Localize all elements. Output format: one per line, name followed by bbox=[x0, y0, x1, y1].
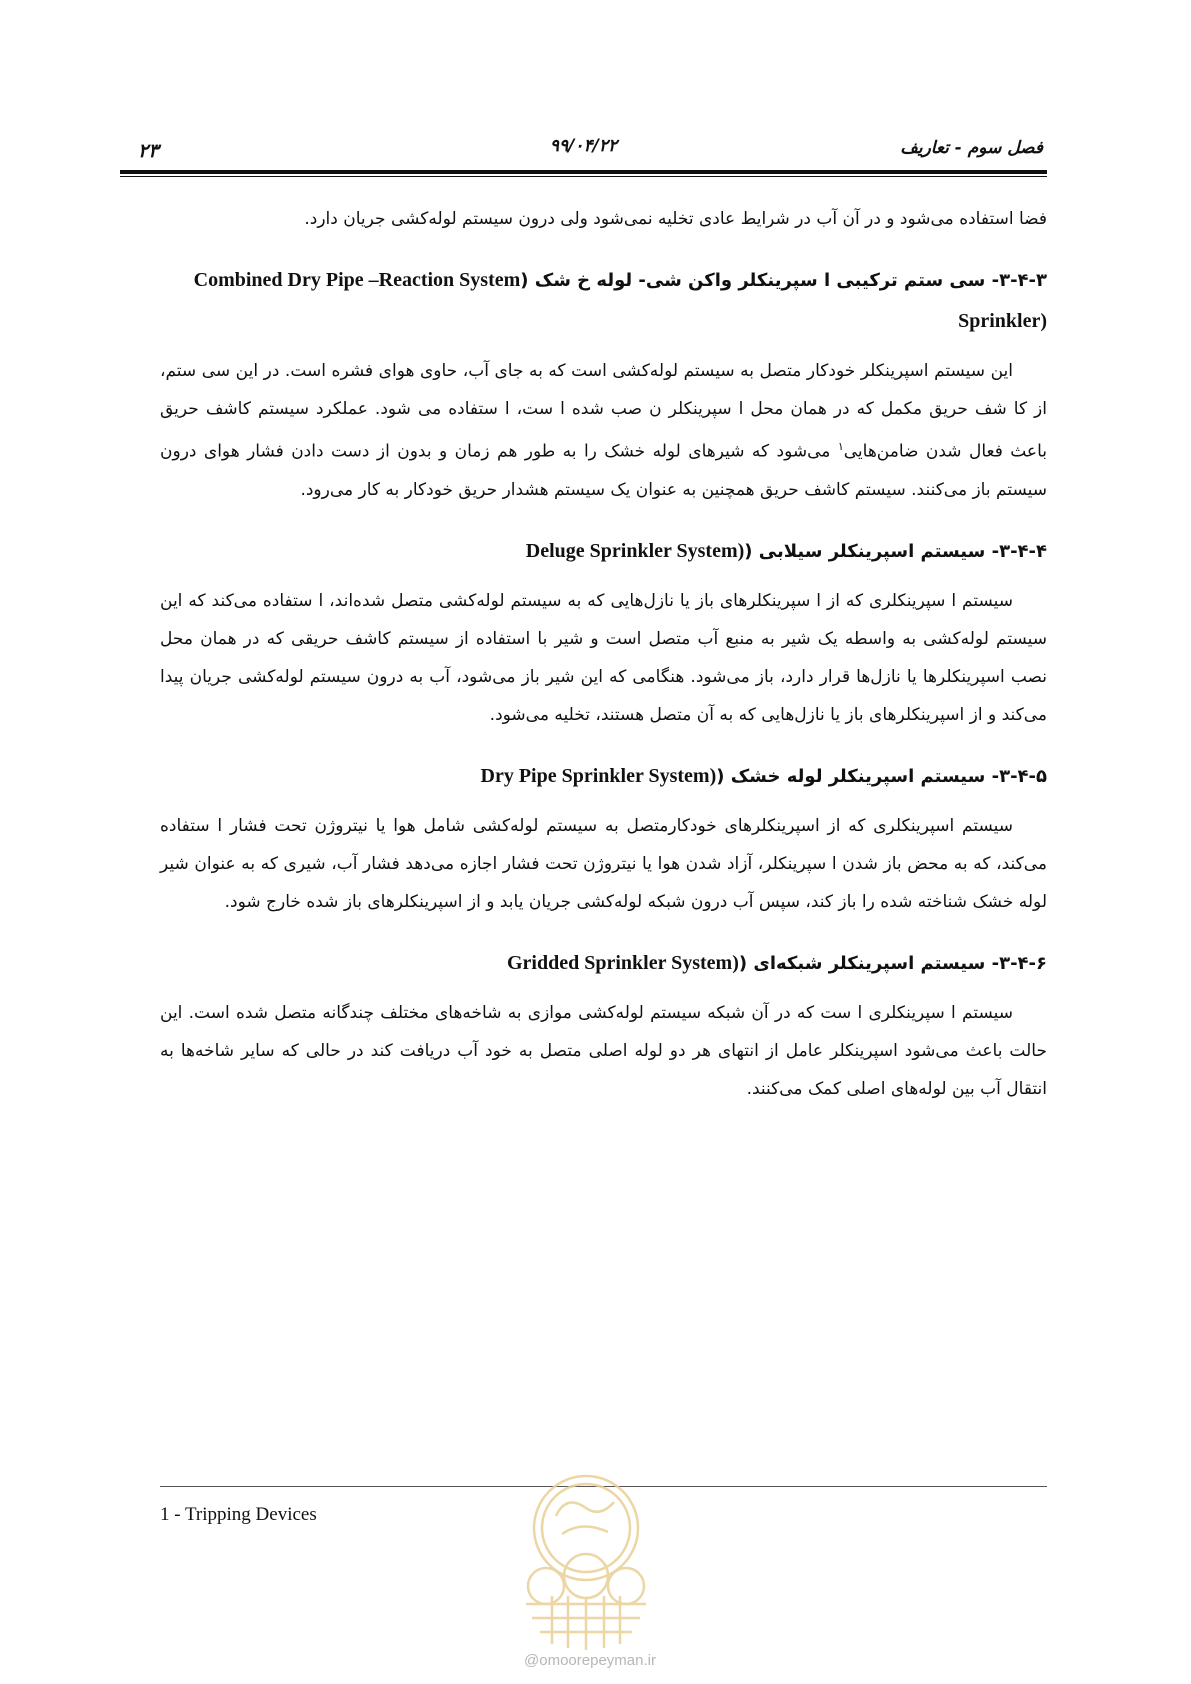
paragraph-combined bbox=[160, 352, 1047, 509]
section-heading-deluge bbox=[160, 531, 1047, 572]
heading-text: ۳-۴-۴- سیستم اسپرینکلر سیلابی ( bbox=[744, 540, 1047, 562]
heading-text: ۳-۴-۵- سیستم اسپرینکلر لوله خشک ( bbox=[716, 765, 1047, 787]
paragraph-dry-pipe: سیستم اسپرینکلری که از اسپرینکلرهای خودکارمتصل به سیستم لوله‌کشی شامل هوا یا نیتروژن تحت فشار ا ستفاده می‌کند، که به محض باز شدن ا سپرینکلر، آزاد شدن هوا یا نیتروژن تحت فشار اجازه می‌دهد فشار آب، شیری که به عنوان شیر لوله خشک شناخته شده را باز کند، سپس آب درون شبکه لوله‌کشی جریان یابد و از اسپرینکلرهای باز شده خارج شود. bbox=[160, 815, 1047, 912]
heading-english: Deluge Sprinkler System) bbox=[525, 539, 745, 562]
paragraph-gridded: سیستم ا سپرینکلری ا ست که در آن شبکه سیستم لوله‌کشی موازی به شاخه‌های مختلف چندگانه متصل شده است. این حالت باعث می‌شود اسپرینکلر عامل از انتهای هر دو لوله اصلی متصل به خود آب دریافت کند در حالی که سایر شاخه‌ها به انتقال آب بین لوله‌های اصلی کمک می‌کنند. bbox=[160, 1002, 1047, 1099]
page-number: ۲۳ bbox=[138, 140, 159, 162]
heading-english: Combined Dry Pipe –Reaction System Sprinkler) bbox=[193, 269, 1047, 332]
footnote: 1 - Tripping Devices bbox=[160, 1504, 317, 1525]
page-header bbox=[120, 126, 1047, 166]
main-content bbox=[160, 200, 1047, 1108]
section-heading-combined bbox=[160, 260, 1047, 342]
heading-english: Gridded Sprinkler System) bbox=[506, 951, 739, 974]
paragraph-text: این سیستم اسپرینکلر خودکار متصل به سیستم لوله‌کشی است که به جای آب، حاوی هوای فشره است. در این سی ستم، از کا شف حریق مکمل که در همان محل ا سپرینکلر ن صب شده ا ست، ا ستفاده می شود. عملکرد سیستم کاشف حریق باعث فعال شدن ضامن‌هایی bbox=[160, 361, 1047, 462]
paragraph-text-cont: می‌شود که شیرهای لوله خشک را به طور هم زمان و بدون از دست دادن فشار هوای درون سیستم باز می‌کنند. سیستم کاشف حریق همچنین به عنوان یک سیستم هشدار حریق خودکار به کار می‌رود. bbox=[160, 441, 1047, 500]
watermark-logo bbox=[506, 1464, 666, 1654]
heading-text: ۳-۴-۳- سی ستم ترکیبی ا سپرینکلر واکن شی- لوله خ شک ( bbox=[520, 270, 1047, 291]
header-date: ۹۹/۰۴/۲۲ bbox=[549, 136, 618, 156]
header-rule-thick bbox=[120, 170, 1047, 174]
section-heading-gridded bbox=[160, 943, 1047, 984]
header-rule-thin bbox=[120, 176, 1047, 177]
chapter-title: فصل سوم - تعاریف bbox=[900, 138, 1043, 158]
section-heading-dry-pipe bbox=[160, 756, 1047, 797]
watermark-url: @omoorepeyman.ir bbox=[524, 1652, 656, 1669]
heading-english: Dry Pipe Sprinkler System) bbox=[480, 764, 717, 787]
paragraph-deluge: سیستم ا سپرینکلری که از ا سپرینکلرهای باز یا نازل‌هایی که به سیستم لوله‌کشی متصل شده‌اند، ا ستفاده می‌کند که این سیستم لوله‌کشی به واسطه یک شیر به منبع آب متصل است و شیر با استفاده از سیستم کاشف حریقی که در همان محل نصب اسپرینکلرها یا نازل‌ها قرار دارد، باز می‌شود. هنگامی که این شیر باز می‌شود، آب به درون سیستم لوله‌کشی جریان پیدا می‌کند و از اسپرینکلرهای باز یا نازل‌هایی که به آن متصل هستند، تخلیه می‌شود. bbox=[160, 590, 1047, 725]
footnote-ref: ۱ bbox=[837, 440, 844, 453]
paragraph-intro: فضا استفاده می‌شود و در آن آب در شرایط عادی تخلیه نمی‌شود ولی درون سیستم لوله‌کشی جریان دارد. bbox=[304, 209, 1047, 229]
heading-text: ۳-۴-۶- سیستم اسپرینکلر شبکه‌ای ( bbox=[738, 952, 1047, 974]
